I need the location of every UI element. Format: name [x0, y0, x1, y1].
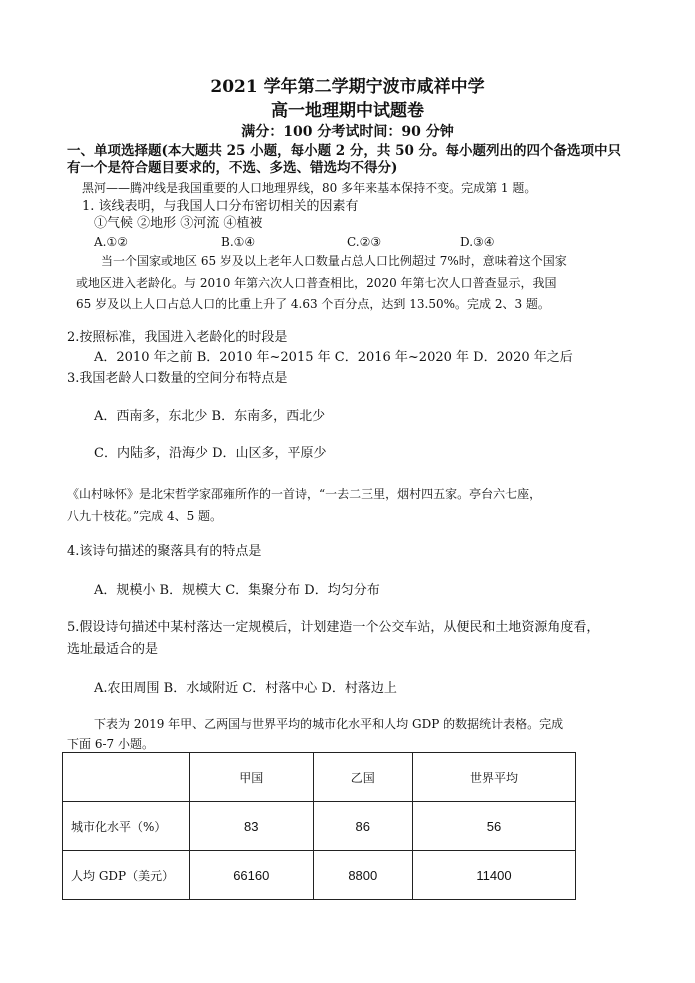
table-header-cell — [63, 753, 190, 802]
table-header-cell: 甲国 — [190, 753, 314, 802]
section-heading: 一、单项选择题(本大题共 25 小题，每小题 2 分，共 50 分。每小题列出的四个备选项中只 — [67, 143, 622, 159]
q5-stem: 5.假设诗句描述中某村落达一定规模后，计划建造一个公交车站，从便民和土地资源角度看， — [67, 620, 600, 635]
exam-title: 2021 学年第二学期宁波市咸祥中学 — [210, 77, 485, 97]
intro-q2-line2: 或地区进入老龄化。与 2010 年第六次人口普查相比，2020 年第七次人口普查显示，我国 — [76, 276, 557, 290]
q4-options[interactable]: A．规模小 B．规模大 C．集聚分布 D．均匀分布 — [94, 583, 380, 598]
intro-q4-line1: 《山村咏怀》是北宋哲学家邵雍所作的一首诗，“一去二三里，烟村四五家。亭台六七座， — [67, 487, 542, 501]
intro-q2-line3: 65 岁及以上人口占总人口的比重上升了 4.63 个百分点，达到 13.50%。完成 2、3 题。 — [76, 297, 550, 311]
table-header-cell: 世界平均 — [413, 753, 576, 802]
table-cell: 8800 — [313, 851, 412, 900]
q4-stem: 4.该诗句描述的聚落具有的特点是 — [67, 544, 262, 559]
table-header-cell: 乙国 — [313, 753, 412, 802]
q3-options-ab[interactable]: A．西南多，东北少 B．东南多，西北少 — [94, 409, 326, 424]
q2-options[interactable]: A．2010 年之前 B．2010 年~2015 年 C．2016 年~2020 年 D．2020 年之后 — [94, 350, 573, 365]
q1-items: ①气候 ②地形 ③河流 ④植被 — [94, 216, 263, 231]
q1-stem: 1. 该线表明，与我国人口分布密切相关的因素有 — [82, 199, 359, 214]
table-cell: 66160 — [190, 851, 314, 900]
table-cell: 56 — [413, 802, 576, 851]
data-table — [62, 752, 576, 900]
intro-q6-line1: 下表为 2019 年甲、乙两国与世界平均的城市化水平和人均 GDP 的数据统计表格。完成 — [94, 717, 564, 731]
table-cell: 86 — [313, 802, 412, 851]
q1-option-a[interactable]: A.①② — [94, 235, 128, 249]
exam-subtitle: 高一地理期中试题卷 — [271, 101, 424, 121]
table-row — [63, 851, 576, 900]
intro-q1: 黑河——腾冲线是我国重要的人口地理界线，80 多年来基本保持不变。完成第 1 题。 — [82, 181, 537, 195]
table-cell: 11400 — [413, 851, 576, 900]
q3-stem: 3.我国老龄人口数量的空间分布特点是 — [67, 371, 288, 386]
table-row-label: 城市化水平（%） — [63, 802, 190, 851]
q1-option-d[interactable]: D.③④ — [460, 235, 495, 249]
table-row-label: 人均 GDP（美元） — [63, 851, 190, 900]
table-header-row — [63, 753, 576, 802]
intro-q4-line2: 八九十枝花。”完成 4、5 题。 — [67, 509, 223, 523]
q3-options-cd[interactable]: C．内陆多，沿海少 D．山区多，平原少 — [94, 446, 327, 461]
section-heading-cont: 有一个是符合题目要求的，不选、多选、错选均不得分) — [67, 160, 398, 176]
intro-q6-line2: 下面 6-7 小题。 — [67, 737, 154, 751]
intro-q2-line1: 当一个国家或地区 65 岁及以上老年人口数量占总人口比例超过 7%时，意味着这个国家 — [101, 254, 567, 268]
q1-option-c[interactable]: C.②③ — [347, 235, 382, 249]
table-row — [63, 802, 576, 851]
q5-options[interactable]: A.农田周围 B．水域附近 C．村落中心 D．村落边上 — [94, 681, 397, 696]
table-cell: 83 — [190, 802, 314, 851]
q5-stem-cont: 选址最适合的是 — [67, 642, 159, 657]
score-time-line: 满分：100 分考试时间：90 分钟 — [241, 124, 454, 140]
q2-stem: 2.按照标准，我国进入老龄化的时段是 — [67, 330, 288, 345]
q1-option-b[interactable]: B.①④ — [221, 235, 256, 249]
